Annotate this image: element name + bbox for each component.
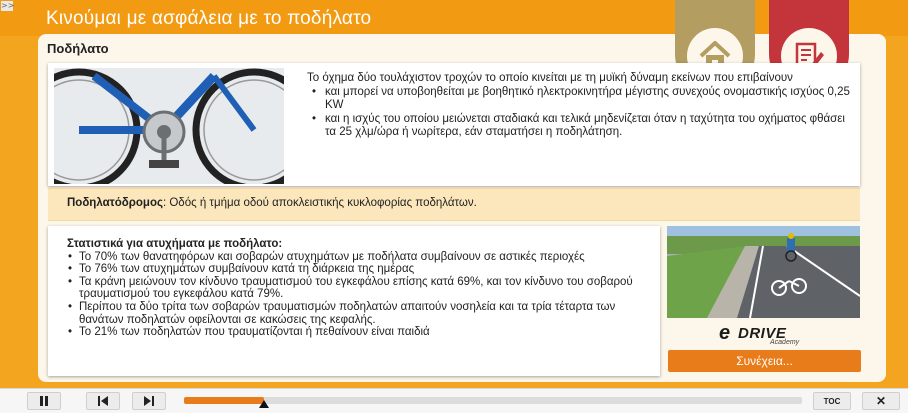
intro-text xyxy=(307,72,852,140)
pause-button[interactable] xyxy=(27,392,61,410)
progress-fill xyxy=(184,397,264,404)
stats-item: • Το 21% των ποδηλατών που τραυματίζονται ή πεθαίνουν είναι παιδιά xyxy=(67,326,657,339)
intro-bullet: • και μπορεί να υποβοηθείται με βοηθητικό ηλεκτροκινητήρα μέγιστης συνεχούς ονομαστικής ισχύος 0,25 KW xyxy=(307,86,852,113)
progress-handle[interactable] xyxy=(259,400,269,408)
intro-lead: Το όχημα δύο τουλάχιστον τροχών το οποίο κινείται με τη μυϊκή δύναμη εκείνων που επιβαίνουν xyxy=(307,72,793,84)
next-icon xyxy=(143,395,155,407)
progress-track[interactable] xyxy=(184,397,802,404)
expand-icon[interactable]: >> xyxy=(1,1,15,10)
definition-text xyxy=(67,197,477,211)
logo-word: DRIVE xyxy=(738,325,787,342)
stats-heading: Στατιστικά για ατυχήματα με ποδήλατο: xyxy=(67,238,283,250)
stats-text xyxy=(67,238,657,339)
page-title: Κινούμαι με ασφάλεια με το ποδήλατο xyxy=(46,8,372,29)
next-button[interactable] xyxy=(132,392,166,410)
pause-icon xyxy=(38,395,50,407)
definition-description: : Οδός ή τμήμα οδού αποκλειστικής κυκλοφορίας ποδηλάτων. xyxy=(162,197,477,209)
edrive-logo xyxy=(718,324,816,348)
bike-lane-image xyxy=(667,226,860,318)
stats-item: • Το 76% των ατυχημάτων συμβαίνουν κατά τη διάρκεια της ημέρας xyxy=(67,263,657,276)
logo-subtitle: Academy xyxy=(770,339,800,346)
stats-item: • Το 70% των θανατηφόρων και σοβαρών ατυχημάτων με ποδήλατα συμβαίνουν σε αστικές περιοχές xyxy=(67,251,657,264)
previous-button[interactable] xyxy=(86,392,120,410)
stats-item: • Περίπου τα δύο τρίτα των σοβαρών τραυματισμών ποδηλατών απαιτούν νοσηλεία και τα τρία τέταρτα των θανάτων ποδηλατών οφείλονται σε κακώσεις της κεφαλής. xyxy=(67,301,657,326)
intro-bullet: • και η ισχύς του οποίου μειώνεται σταδιακά και τελικά μηδενίζεται όταν η ταχύτητα του οχήματος φθάσει τα 25 χλμ/ώρα ή νωρίτερα, εάν σταματήσει η ποδηλάτηση. xyxy=(307,113,852,140)
stats-item: • Τα κράνη μειώνουν τον κίνδυνο τραυματισμού του εγκεφάλου επίσης κατά 69%, και τον κίνδυνο του σοβαρού τραυματισμού του εγκεφάλου κατά 79%. xyxy=(67,276,657,301)
logo-letter: e xyxy=(719,322,731,344)
bicycle-image xyxy=(54,68,284,184)
toc-button[interactable]: TOC xyxy=(813,392,851,410)
definition-term: Ποδηλατόδρομος xyxy=(67,197,163,209)
close-button[interactable]: ✕ xyxy=(862,392,900,410)
previous-icon xyxy=(97,395,109,407)
section-title: Ποδήλατο xyxy=(47,41,109,56)
continue-button[interactable]: Συνέχεια... xyxy=(668,350,861,372)
